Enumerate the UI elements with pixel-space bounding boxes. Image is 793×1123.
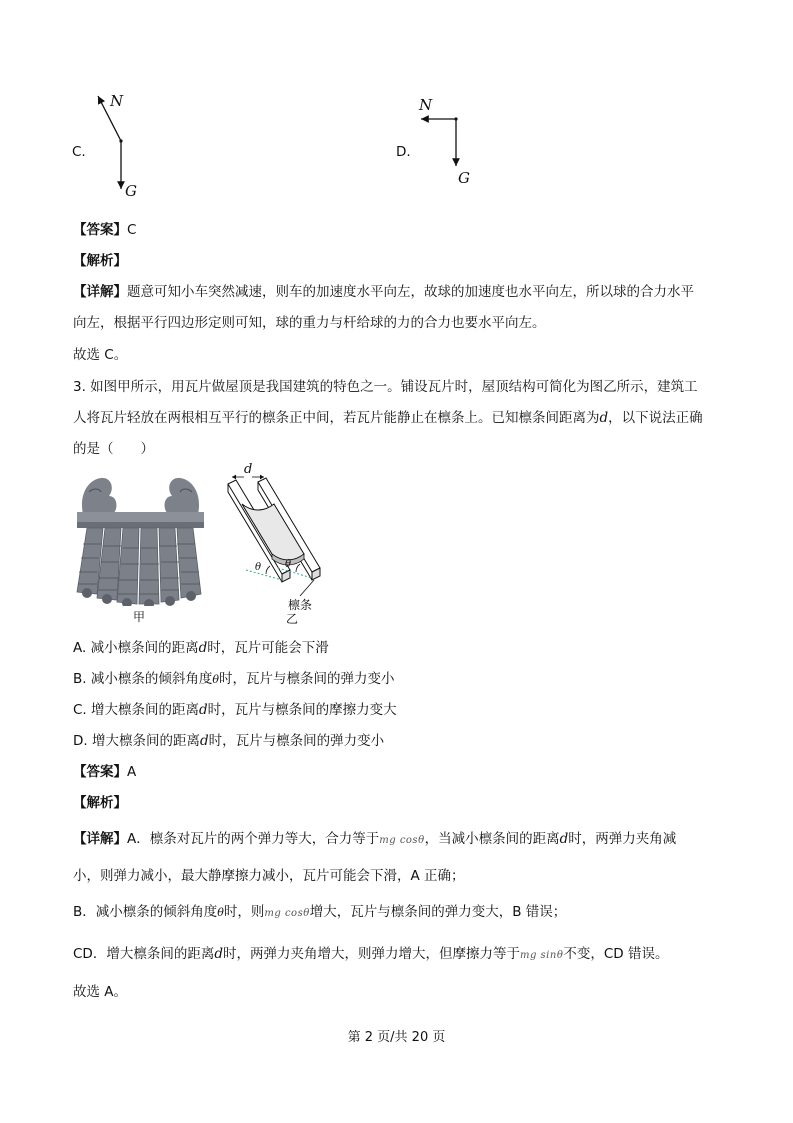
figure-jia <box>73 466 208 628</box>
q2-conclusion: 故选 C。 <box>73 347 128 363</box>
roof-tile-photo <box>73 466 208 606</box>
option-d-n-label: N <box>419 96 433 114</box>
answer-tag: 【答案】 <box>73 222 127 238</box>
figure-yi-d-label: d <box>244 462 253 477</box>
figure-yi-theta-1: θ <box>255 562 262 573</box>
q3-detail-line-1: 【详解】A．檩条对瓦片的两个弹力等大，合力等于mg cosθ，当减小檩条间的距离d时，两弹力夹角减 <box>73 831 677 847</box>
detail-tag: 【详解】 <box>73 284 127 300</box>
option-d: D. 增大檩条间的距离d时，瓦片与檩条间的弹力变小 <box>73 733 385 749</box>
q2-answer <box>73 220 136 240</box>
q3-detail-line-2: 小，则弹力减小，最大静摩擦力减小，瓦片可能会下滑，A 正确； <box>73 868 465 884</box>
q3-stem-line-1: 3. 如图甲所示，用瓦片做屋顶是我国建筑的特色之一。铺设瓦片时，屋顶结构可简化为图乙所示，建筑工 <box>73 379 698 395</box>
option-c-label: C. <box>72 144 86 160</box>
page-footer: 第 2 页/共 20 页 <box>347 1030 446 1045</box>
option-c-figure <box>68 84 158 204</box>
option-d-label: D. <box>396 144 411 160</box>
var-d: d <box>599 410 609 426</box>
q2-detail-line-2: 向左，根据平行四边形定则可知，球的重力与杆给球的力的合力也要水平向左。 <box>73 315 546 331</box>
formula-mg-cos: mg cosθ <box>379 835 425 846</box>
formula-mg-sin: mg sinθ <box>519 950 564 961</box>
q3-analysis-tag: 【解析】 <box>73 795 127 811</box>
option-b: B. 减小檩条的倾斜角度θ时，瓦片与檩条间的弹力变小 <box>73 671 395 687</box>
q2-detail-line-1: 【详解】题意可知小车突然减速，则车的加速度水平向左，故球的加速度也水平向左，所以球的合力水平 <box>73 284 694 300</box>
q3-stem-line-2: 人将瓦片轻放在两根相互平行的檩条正中间，若瓦片能静止在檩条上。已知檩条间距离为d，以下说法正确 <box>73 410 703 426</box>
detail-tag: 【详解】 <box>73 831 127 847</box>
option-c-g-label: G <box>125 182 137 200</box>
answer-value: A <box>127 764 137 780</box>
figure-yi-purlin-label: 檩条 <box>288 598 313 612</box>
q3-stem-line-3: 的是（ ） <box>73 441 154 457</box>
answer-value: C <box>127 222 137 238</box>
option-d-figure <box>393 94 493 194</box>
answer-tag: 【答案】 <box>73 764 127 780</box>
option-d-force-diagram <box>393 94 493 194</box>
q3-detail-line-3: B．减小檩条的倾斜角度θ时，则mg cosθ增大，瓦片与檩条间的弹力变大，B 错误； <box>73 904 567 920</box>
figure-yi-caption: 乙 <box>286 612 299 626</box>
option-c-n-label: N <box>110 92 124 110</box>
option-d-g-label: G <box>458 169 470 187</box>
q2-analysis-tag: 【解析】 <box>73 253 127 269</box>
figure-yi <box>222 462 337 628</box>
formula-mg-cos: mg cosθ <box>264 908 310 919</box>
q3-answer <box>73 762 136 782</box>
q3-conclusion: 故选 A。 <box>73 984 128 1000</box>
purlin-diagram <box>222 462 337 602</box>
option-a: A. 减小檩条间的距离d时，瓦片可能会下滑 <box>73 640 329 656</box>
figure-yi-theta-2: θ <box>285 559 292 570</box>
option-c: C. 增大檩条间的距离d时，瓦片与檩条间的摩擦力变大 <box>73 702 397 718</box>
figure-jia-caption: 甲 <box>133 610 146 624</box>
q3-detail-line-4: CD．增大檩条间的距离d时，两弹力夹角增大，则弹力增大，但摩擦力等于mg sinθ不变，CD 错误。 <box>73 946 669 962</box>
